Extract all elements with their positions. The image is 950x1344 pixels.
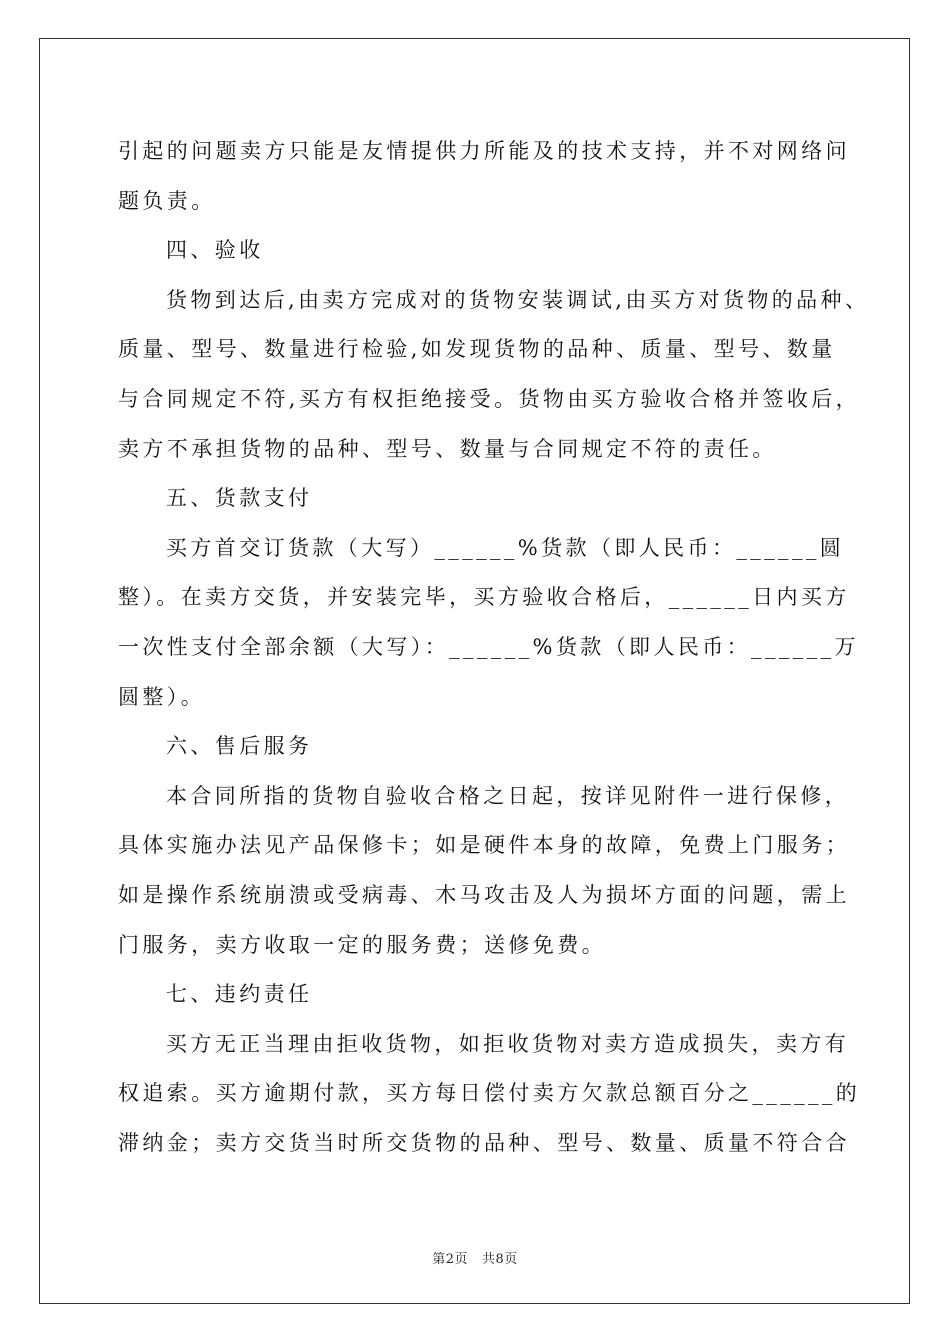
text-line: 门服务，卖方收取一定的服务费；送修免费。 [118,932,606,957]
text-line: 题负责。 [118,188,216,213]
page-footer [0,1248,950,1267]
text-line: 卖方不承担货物的品种、型号、数量与合同规定不符的责任。 [118,436,777,461]
text-line: 与合同规定不符,买方有权拒绝接受。货物由买方验收合格并签收后， [118,386,861,411]
text-line: 本合同所指的货物自验收合格之日起，按详见附件一进行保修， [166,783,850,808]
text-line: 权追索。买方逾期付款，买方每日偿付卖方欠款总额百分之______的 [118,1081,861,1106]
text-line: 货物到达后,由卖方完成对的货物安装调试,由买方对货物的品种、 [166,287,870,312]
text-line: 滞纳金；卖方交货当时所交货物的品种、型号、数量、质量不符合合 [118,1130,850,1155]
text-line: 整）。在卖方交货，并安装完毕，买方验收合格后，______日内买方 [118,585,850,610]
text-line: 一次性支付全部余额（大写）：______%货款（即人民币：______万 [118,634,859,659]
section-heading-acceptance: 四、验收 [166,238,264,263]
text-line: 买方无正当理由拒收货物，如拒收货物对卖方造成损失，卖方有 [166,1031,850,1056]
section-heading-after-sales: 六、售后服务 [166,734,313,759]
section-heading-payment: 五、货款支付 [166,486,313,511]
section-heading-liability: 七、违约责任 [166,982,313,1007]
document-body [118,127,870,1168]
text-line: 圆整）。 [118,684,206,709]
text-line: 如是操作系统崩溃或受病毒、木马攻击及人为损坏方面的问题，需上 [118,882,850,907]
page-total: 共8页 [482,1252,518,1267]
text-line: 买方首交订货款（大写）______%货款（即人民币：______圆 [166,535,845,560]
text-line: 引起的问题卖方只能是友情提供力所能及的技术支持，并不对网络问 [118,139,850,163]
text-line: 具体实施办法见产品保修卡；如是硬件本身的故障，免费上门服务； [118,833,850,858]
text-line: 质量、型号、数量进行检验,如发现货物的品种、质量、型号、数量 [118,337,836,362]
page-number: 第2页 [432,1252,468,1267]
